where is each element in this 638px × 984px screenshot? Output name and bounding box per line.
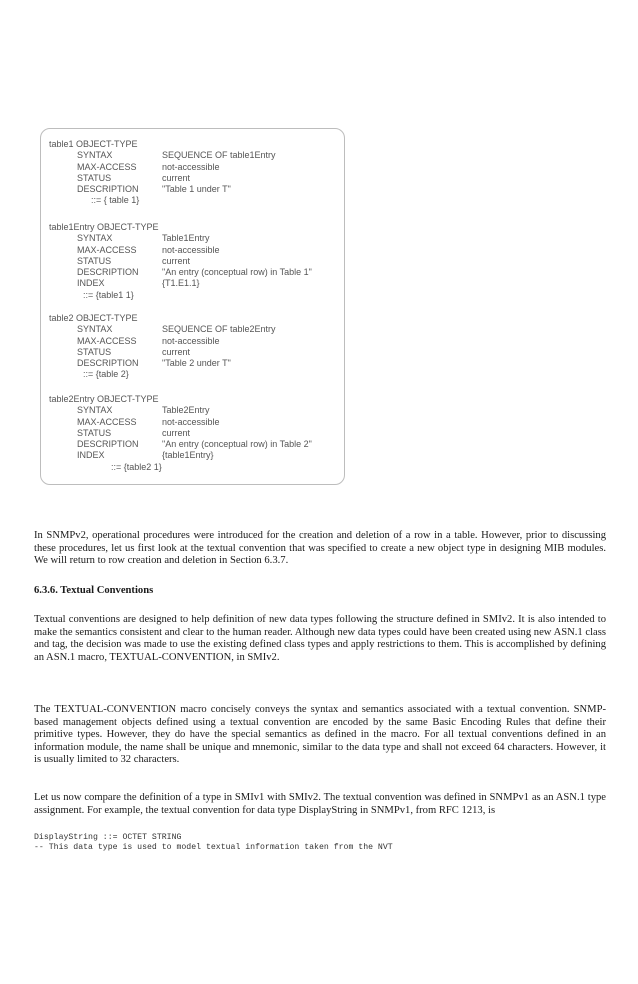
oid-assignment: ::= {table1 1} xyxy=(83,289,134,300)
status-row xyxy=(49,347,276,358)
field-value: not-accessible xyxy=(162,335,220,346)
section-heading: 6.3.6. Textual Conventions xyxy=(34,585,154,596)
index-row xyxy=(49,450,312,461)
max-access-row xyxy=(49,417,312,428)
body-paragraph-3: The TEXTUAL-CONVENTION macro concisely conveys the syntax and semantics associated with a textual convention. SNMP-based management objects defined using a textual convention are encoded by the same Basic Encoding Rules that define their primitive types. However, they do have the special semantics as defined in the macro. For all textual conventions defined in an information module, the name shall be unique and mnemonic, similar to the data type and shall not exceed 64 characters. However, it is usually limited to 32 characters. xyxy=(34,704,606,766)
field-key: MAX-ACCESS xyxy=(77,416,137,427)
field-value: "An entry (conceptual row) in Table 2" xyxy=(162,439,312,450)
field-value: {T1.E1.1} xyxy=(162,278,200,289)
field-key: SYNTAX xyxy=(77,405,113,416)
field-key: DESCRIPTION xyxy=(77,267,139,278)
field-key: STATUS xyxy=(77,172,112,183)
body-paragraph-1: In SNMPv2, operational procedures were introduced for the creation and deletion of a row in a table. However, prior to discussing these procedures, let us first look at the textual convention that was specified to create a new object type in designing MIB modules. We will return to row creation and deletion in Section 6.3.7. xyxy=(34,530,606,567)
object-header: table2Entry OBJECT-TYPE xyxy=(49,394,159,404)
syntax-row xyxy=(49,405,312,416)
field-key: MAX-ACCESS xyxy=(77,335,137,346)
oid-assignment: ::= {table2 1} xyxy=(111,461,162,472)
field-value: current xyxy=(162,172,191,183)
field-key: STATUS xyxy=(77,346,112,357)
body-paragraph-4: Let us now compare the definition of a type in SMIv1 with SMIv2. The textual convention was defined in SNMPv1 as an ASN.1 type assignment. For example, the textual convention for data type DisplayString in SNMPv1, from RFC 1213, is xyxy=(34,792,606,816)
field-value: not-accessible xyxy=(162,416,220,427)
object-type-table1 xyxy=(49,139,276,207)
field-value: SEQUENCE OF table2Entry xyxy=(162,324,276,335)
field-key: MAX-ACCESS xyxy=(77,244,137,255)
object-type-table2 xyxy=(49,313,276,381)
description-row xyxy=(49,439,312,450)
object-header: table2 OBJECT-TYPE xyxy=(49,313,138,323)
syntax-row xyxy=(49,233,312,244)
syntax-row xyxy=(49,324,276,335)
status-row xyxy=(49,173,276,184)
field-key: STATUS xyxy=(77,255,112,266)
object-header: table1Entry OBJECT-TYPE xyxy=(49,222,159,232)
field-key: DESCRIPTION xyxy=(77,184,139,195)
field-key: SYNTAX xyxy=(77,324,113,335)
oid-assignment: ::= {table 2} xyxy=(83,369,129,380)
field-key: DESCRIPTION xyxy=(77,358,139,369)
body-paragraph-2: Textual conventions are designed to help definition of new data types following the structure defined in SMIv2. It is also intended to make the semantics consistent and clear to the human reader. Although new data types could have been created using new ASN.1 class and tag, the decision was made to use the existing defined class types and apply restrictions to them. This is accomplished by defining an ASN.1 macro, TEXTUAL-CONVENTION, in SMIv2. xyxy=(34,614,606,663)
description-row xyxy=(49,358,276,369)
index-row xyxy=(49,278,312,289)
field-value: "Table 2 under T" xyxy=(162,358,231,369)
status-row xyxy=(49,256,312,267)
field-key: SYNTAX xyxy=(77,233,113,244)
field-key: STATUS xyxy=(77,427,112,438)
field-value: not-accessible xyxy=(162,244,220,255)
field-value: "An entry (conceptual row) in Table 1" xyxy=(162,267,312,278)
field-value: current xyxy=(162,255,191,266)
oid-assignment: ::= { table 1} xyxy=(91,195,140,206)
status-row xyxy=(49,428,312,439)
field-value: Table2Entry xyxy=(162,405,210,416)
description-row xyxy=(49,267,312,278)
field-value: current xyxy=(162,346,191,357)
field-key: MAX-ACCESS xyxy=(77,161,137,172)
field-value: "Table 1 under T" xyxy=(162,184,231,195)
field-value: not-accessible xyxy=(162,161,220,172)
field-value: {table1Entry} xyxy=(162,450,214,461)
field-value: Table1Entry xyxy=(162,233,210,244)
max-access-row xyxy=(49,245,312,256)
max-access-row xyxy=(49,336,276,347)
description-row xyxy=(49,184,276,195)
field-value: SEQUENCE OF table1Entry xyxy=(162,150,276,161)
object-type-table1entry xyxy=(49,222,312,301)
object-header: table1 OBJECT-TYPE xyxy=(49,139,138,149)
mib-definition-figure xyxy=(40,128,345,485)
syntax-row xyxy=(49,150,276,161)
object-type-table2entry xyxy=(49,394,312,473)
field-key: INDEX xyxy=(77,450,105,461)
code-line-2: -- This data type is used to model textual information taken from the NVT xyxy=(34,843,393,852)
field-key: DESCRIPTION xyxy=(77,439,139,450)
max-access-row xyxy=(49,162,276,173)
field-key: INDEX xyxy=(77,278,105,289)
field-value: current xyxy=(162,427,191,438)
code-line-1: DisplayString ::= OCTET STRING xyxy=(34,833,182,842)
field-key: SYNTAX xyxy=(77,150,113,161)
